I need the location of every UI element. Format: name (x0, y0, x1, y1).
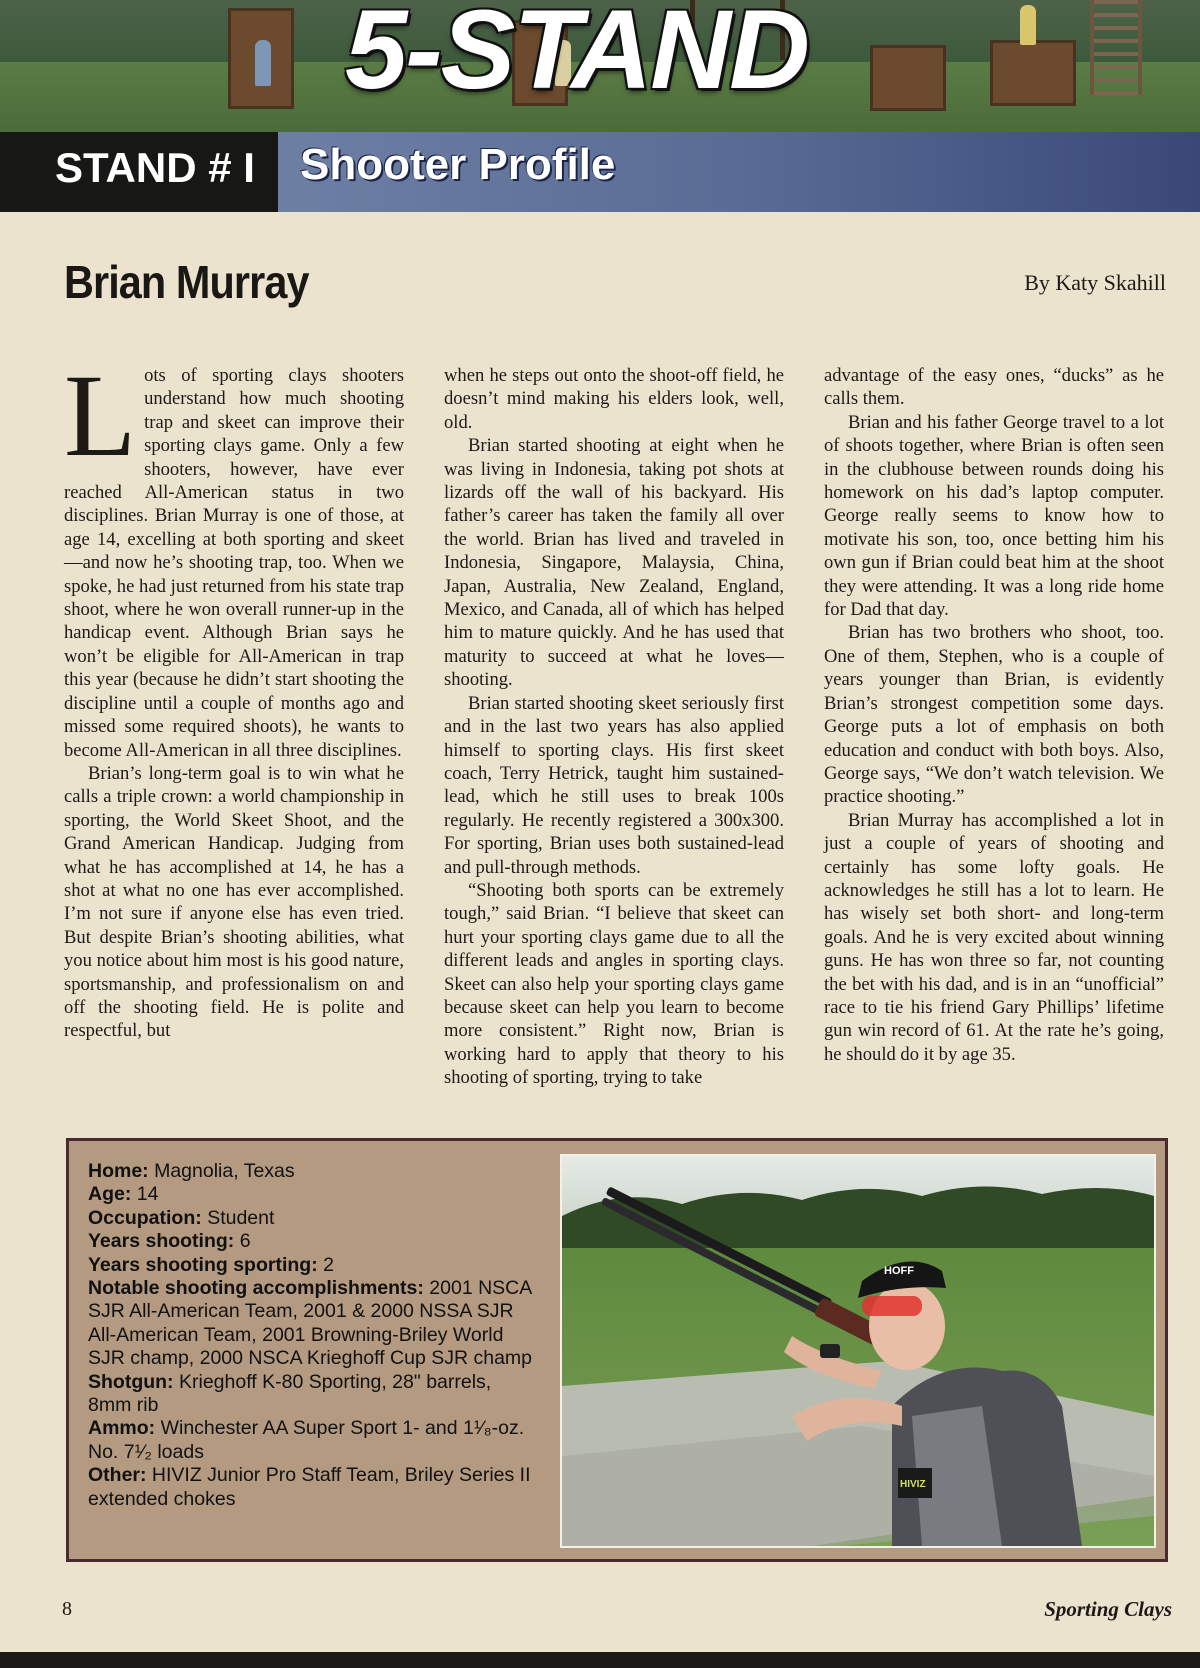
header-ladder (1090, 0, 1142, 95)
fact-value: 2 (323, 1253, 334, 1276)
vest-text: HIVIZ (900, 1479, 926, 1490)
paragraph: Brian started shooting at eight when he was living in Indonesia, taking pot shots at lizards off the wall of his backyard. His father’s career has taken the family all over the world. Brian has lived and traveled in Indonesia, Singapore, Malaysia, China, Japan, Australia, New Zealand, England, Mexico, and Canada, all of which has helped him to mature quickly. And he has used that maturity to succeed at what he loves—shooting. (444, 435, 784, 691)
article-column-1 (64, 350, 404, 1043)
fact-value: 2001 NSCA SJR All-American Team, 2001 & 2000 NSSA SJR All-American Team, 2001 Browning-Briley World SJR champ, 2000 NSCA Krieghoff Cup SJR champ (88, 1277, 533, 1370)
shooter-photo (560, 1154, 1156, 1548)
paragraph: Brian has two brothers who shoot, too. One of them, Stephen, who is a couple of years younger than Brian, is evidently Brian’s strongest competition some days. George puts a lot of emphasis on both education and conduct with both boys. Also, George says, “We don’t watch television. We practice shooting.” (824, 622, 1164, 808)
section-title: 5-STAND (345, 0, 809, 112)
paragraph: when he steps out onto the shoot-off field, he doesn’t mind making his elders look, well, old. (444, 365, 784, 433)
bottom-strip (0, 1652, 1200, 1668)
shooter-glasses (862, 1296, 922, 1316)
profile-facts (88, 1160, 534, 1511)
shooter-figure (255, 40, 271, 86)
fact-label: Years shooting: (88, 1230, 235, 1253)
paragraph: Brian started shooting skeet seriously first and in the last two years has also applied himself to sporting clays. His first skeet coach, Terry Hetrick, taught him sustained-lead, which he still uses to break 100s regularly. He recently registered a 300x300. For sporting, Brian uses both sustained-lead and pull-through methods. (444, 692, 784, 878)
fact-label: Other: (88, 1464, 147, 1487)
drop-cap: L (64, 350, 137, 481)
byline: By Katy Skahill (1024, 270, 1166, 295)
fact-value: HIVIZ Junior Pro Staff Team, Briley Series II extended chokes (88, 1464, 531, 1510)
paragraph: Brian and his father George travel to a lot of shoots together, where Brian is often seen in the clubhouse between rounds doing his homework on his dad’s laptop computer. George really seems to know how to motivate his son, too, once betting him his own gun if Brian could beat him at the shoot they were attending. It was a long ride home for Dad that day. (824, 411, 1164, 621)
shooter-watch (820, 1344, 840, 1358)
paragraph: “Shooting both sports can be extremely tough,” said Brian. “I believe that skeet can hurt your sporting clays game due to all the different leads and angles in sporting clays. Skeet can also help your sporting clays game because skeet can help you learn to become more consistent.” Right now, Brian is working hard to apply that theory to his shooting of sporting, trying to take (444, 879, 784, 1089)
page-number: 8 (62, 1598, 72, 1620)
fact-value: 14 (136, 1183, 159, 1206)
fact-years-sporting (88, 1254, 534, 1277)
fact-ammo (88, 1417, 534, 1464)
profile-label: Shooter Profile (300, 140, 616, 189)
shooter-face (869, 1282, 945, 1370)
shooter-figure (1020, 5, 1036, 45)
article-column-3 (824, 364, 1164, 1066)
fact-value: Student (207, 1206, 275, 1229)
cap-text: HOFF (884, 1265, 914, 1277)
fact-home (88, 1160, 534, 1183)
shooting-cage (990, 40, 1076, 106)
fact-age (88, 1183, 534, 1206)
fact-label: Years shooting sporting: (88, 1253, 318, 1276)
fact-occupation (88, 1207, 534, 1230)
fact-label: Ammo: (88, 1417, 156, 1440)
fact-value: Krieghoff K-80 Sporting, 28" barrels, 8mm rib (88, 1370, 492, 1417)
fact-label: Occupation: (88, 1206, 202, 1229)
shooting-cage (870, 45, 946, 111)
fact-other (88, 1464, 534, 1511)
article-title: Brian Murray (64, 256, 309, 308)
fact-label: Age: (88, 1183, 132, 1206)
fact-shotgun (88, 1371, 534, 1418)
fact-value: Winchester AA Super Sport 1- and 1¹⁄₈-oz. No. 7¹⁄₂ loads (88, 1417, 525, 1463)
fact-accomplishments (88, 1277, 534, 1371)
paragraph: Brian’s long-term goal is to win what he calls a triple crown: a world championship in sporting, the World Skeet Shoot, and the Grand American Handicap. Judging from what he has accomplished at 14, he has a shot at what no one has ever accomplished. I’m not sure if anyone else has even tried. But despite Brian’s shooting abilities, what you notice about him most is his good nature, sportsmanship, and professionalism on and off the shooting field. He is polite and respectful, but (64, 762, 404, 1042)
fact-label: Shotgun: (88, 1370, 174, 1393)
stand-label: STAND # I (55, 144, 255, 191)
fact-value: Magnolia, Texas (154, 1160, 295, 1182)
fact-years (88, 1230, 534, 1253)
fact-label: Home: (88, 1160, 149, 1182)
magazine-name: Sporting Clays (1044, 1597, 1172, 1621)
fact-value: 6 (239, 1230, 251, 1253)
paragraph: ots of sporting clays shooters understand how much shooting trap and skeet can improve their sporting clays game. Only a few shooters, however, have ever reached All-American status in two disciplines. Brian Murray is one of those, at age 14, excelling at both sporting and skeet—and now he’s shooting trap, too. When we spoke, he had just returned from his state trap shoot, where he won overall runner-up in the handicap event. Although Brian says he won’t be eligible for All-American in trap this year (because he didn’t start shooting the discipline until a couple of months ago and missed some required shoots), he wants to become All-American in all three disciplines. (64, 365, 404, 761)
shooter-photo-illustration (562, 1156, 1154, 1546)
paragraph: advantage of the easy ones, “ducks” as he calls them. (824, 365, 1164, 410)
fact-label: Notable shooting accomplishments: (88, 1277, 424, 1300)
article-column-2 (444, 364, 784, 1090)
paragraph: Brian Murray has accomplished a lot in just a couple of years of shooting and certainly has some lofty goals. He acknowledges he still has a lot to learn. He has wisely set both short- and long-term goals. And he is very excited about winning guns. He has won three so far, not counting the bet with his dad, and is in an “unofficial” race to tie his friend Gary Phillips’ lifetime gun win record of 61. At the rate he’s going, he should do it by age 35. (824, 809, 1164, 1065)
